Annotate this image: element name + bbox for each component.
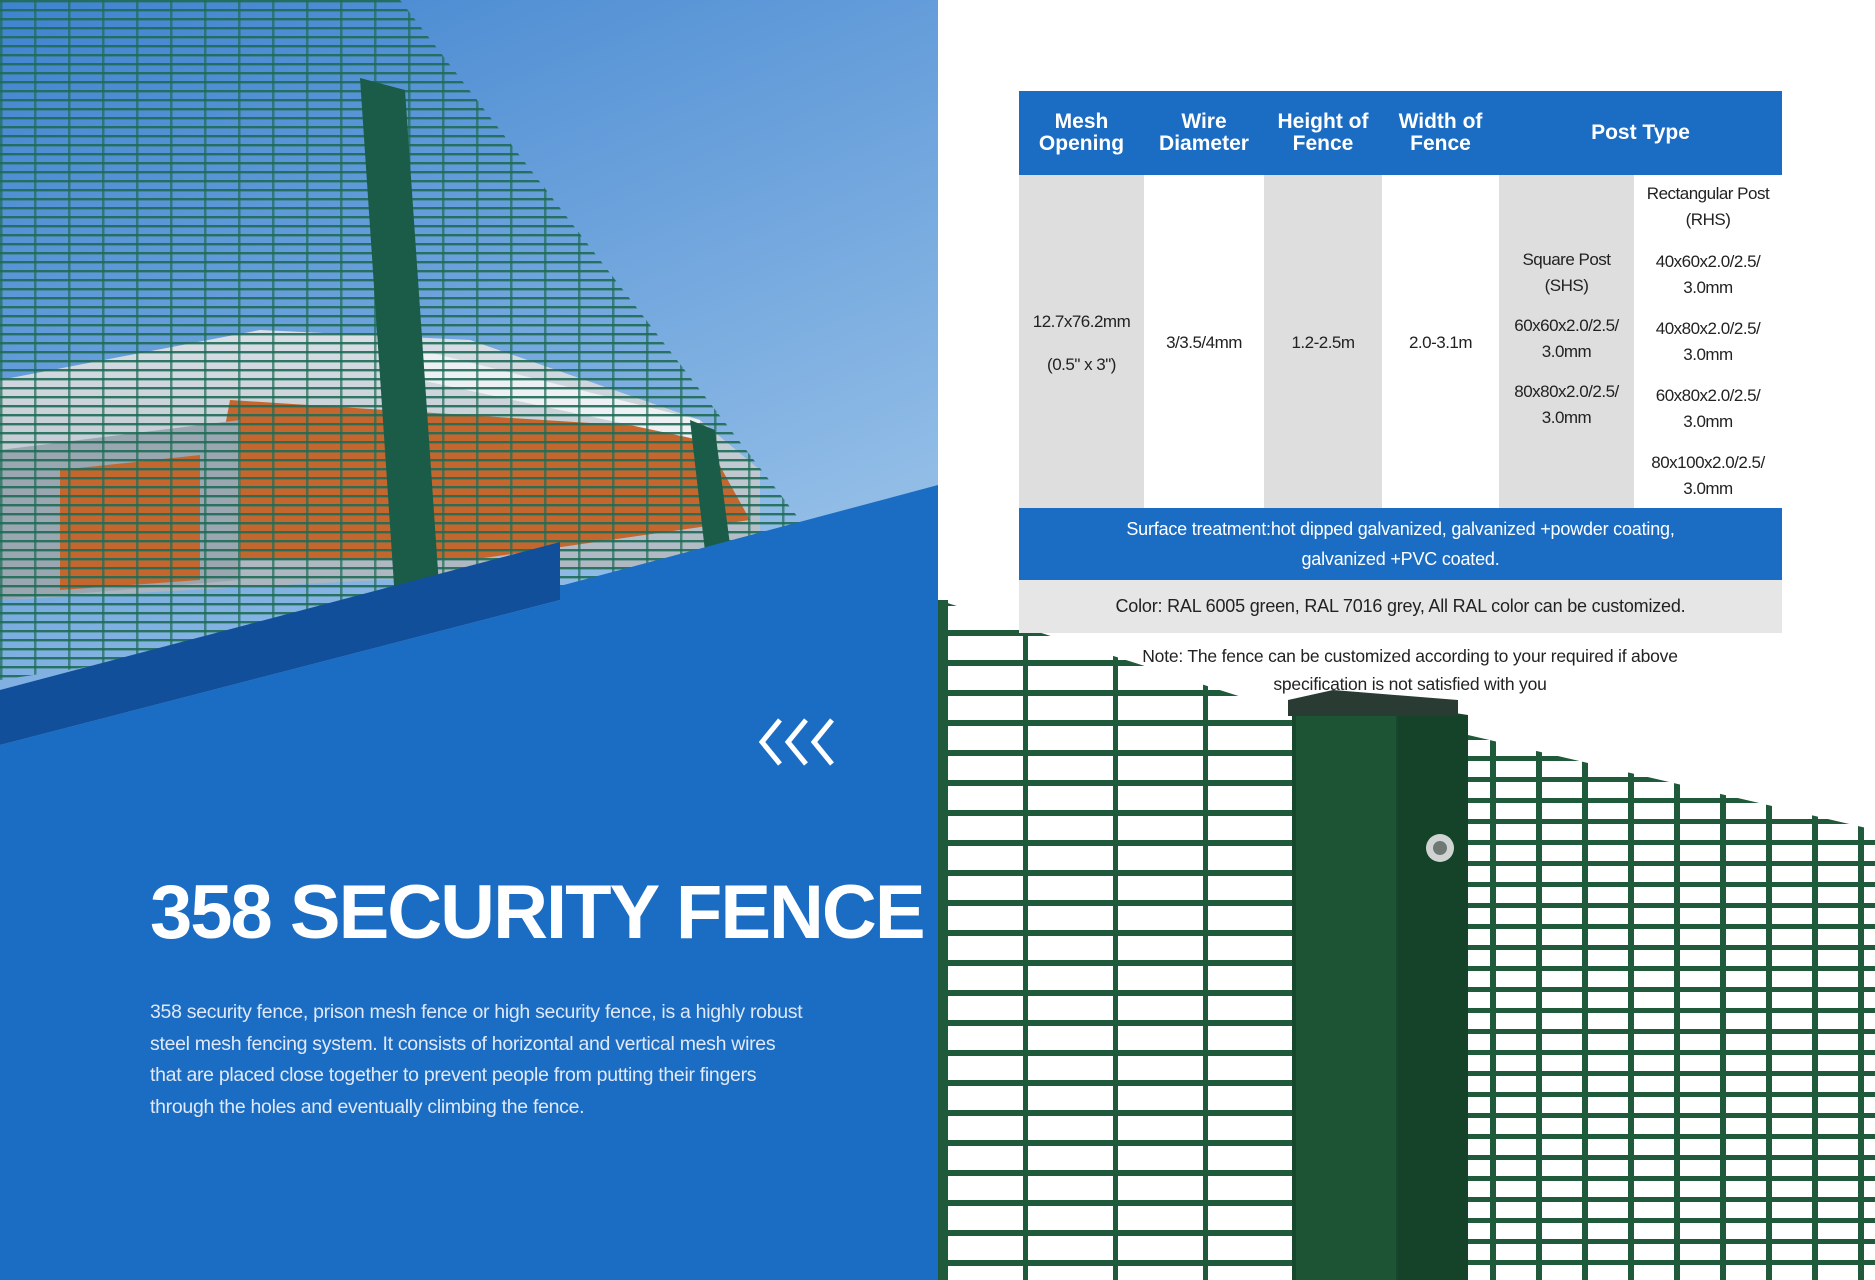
table-header bbox=[1019, 91, 1782, 175]
wire-diameter-value: 3/3.5/4mm bbox=[1166, 333, 1242, 352]
width-of-fence-value: 2.0-3.1m bbox=[1408, 333, 1473, 352]
surface-treatment-row bbox=[1019, 508, 1782, 580]
height-of-fence-value: 1.2-2.5m bbox=[1291, 333, 1355, 352]
mesh-opening-metric: 12.7x76.2mm bbox=[1032, 312, 1131, 331]
surface-treatment-text: Surface treatment:hot dipped galvanized, galvanized +powder coating, galvanized +PVC coated. bbox=[1126, 519, 1675, 569]
rectangular-post-size: 80x100x2.0/2.5/ bbox=[1651, 453, 1765, 472]
table-body bbox=[1019, 175, 1782, 508]
product-description: 358 security fence, prison mesh fence or high security fence, is a highly robust steel mesh fencing system. It consists of horizontal and vertical mesh wires that are placed close together to prevent people from putting their fingers through the holes and eventually climbing the fence. bbox=[150, 1001, 803, 1118]
cell-square-post bbox=[1499, 175, 1634, 508]
square-post-size-unit: 3.0mm bbox=[1541, 408, 1592, 427]
square-post-size: 80x80x2.0/2.5/ bbox=[1514, 382, 1619, 401]
cell-height-of-fence bbox=[1264, 175, 1382, 508]
triple-chevron-left-icon bbox=[758, 712, 842, 772]
header-post-type: Post Type bbox=[1591, 121, 1690, 144]
cell-width-of-fence bbox=[1382, 175, 1499, 508]
rectangular-post-label: Rectangular Post bbox=[1646, 184, 1770, 203]
header-height-of-fence: Height of Fence bbox=[1277, 110, 1369, 155]
rectangular-post-size: 40x80x2.0/2.5/ bbox=[1655, 319, 1761, 338]
rectangular-post-size-unit: 3.0mm bbox=[1683, 412, 1733, 431]
mesh-opening-imperial: (0.5" x 3") bbox=[1047, 355, 1116, 374]
rectangular-post-size: 60x80x2.0/2.5/ bbox=[1655, 386, 1761, 405]
rectangular-post-size: 40x60x2.0/2.5/ bbox=[1655, 252, 1761, 271]
square-post-label: Square Post bbox=[1522, 250, 1611, 269]
customization-note: Note: The fence can be customized according to your required if above specification is not satisfied with you bbox=[1142, 646, 1678, 694]
square-post-size: 60x60x2.0/2.5/ bbox=[1514, 316, 1619, 335]
specification-table bbox=[1019, 91, 1782, 633]
header-wire-diameter: Wire Diameter bbox=[1159, 110, 1249, 155]
square-post-size-unit: 3.0mm bbox=[1541, 342, 1592, 361]
cell-rectangular-post bbox=[1634, 175, 1782, 508]
rectangular-post-size-unit: 3.0mm bbox=[1683, 278, 1733, 297]
rectangular-post-size-unit: 3.0mm bbox=[1683, 479, 1733, 498]
header-width-of-fence: Width of Fence bbox=[1398, 110, 1483, 155]
rectangular-post-abbr: (RHS) bbox=[1685, 210, 1731, 229]
square-post-abbr: (SHS) bbox=[1544, 276, 1589, 295]
header-mesh-opening: Mesh Opening bbox=[1038, 110, 1125, 155]
cell-wire-diameter bbox=[1144, 175, 1264, 508]
cell-mesh-opening bbox=[1019, 175, 1144, 508]
rectangular-post-size-unit: 3.0mm bbox=[1683, 345, 1733, 364]
color-row: Color: RAL 6005 green, RAL 7016 grey, All RAL color can be customized. bbox=[1019, 580, 1782, 633]
page-title: 358 SECURITY FENCE bbox=[150, 870, 924, 955]
